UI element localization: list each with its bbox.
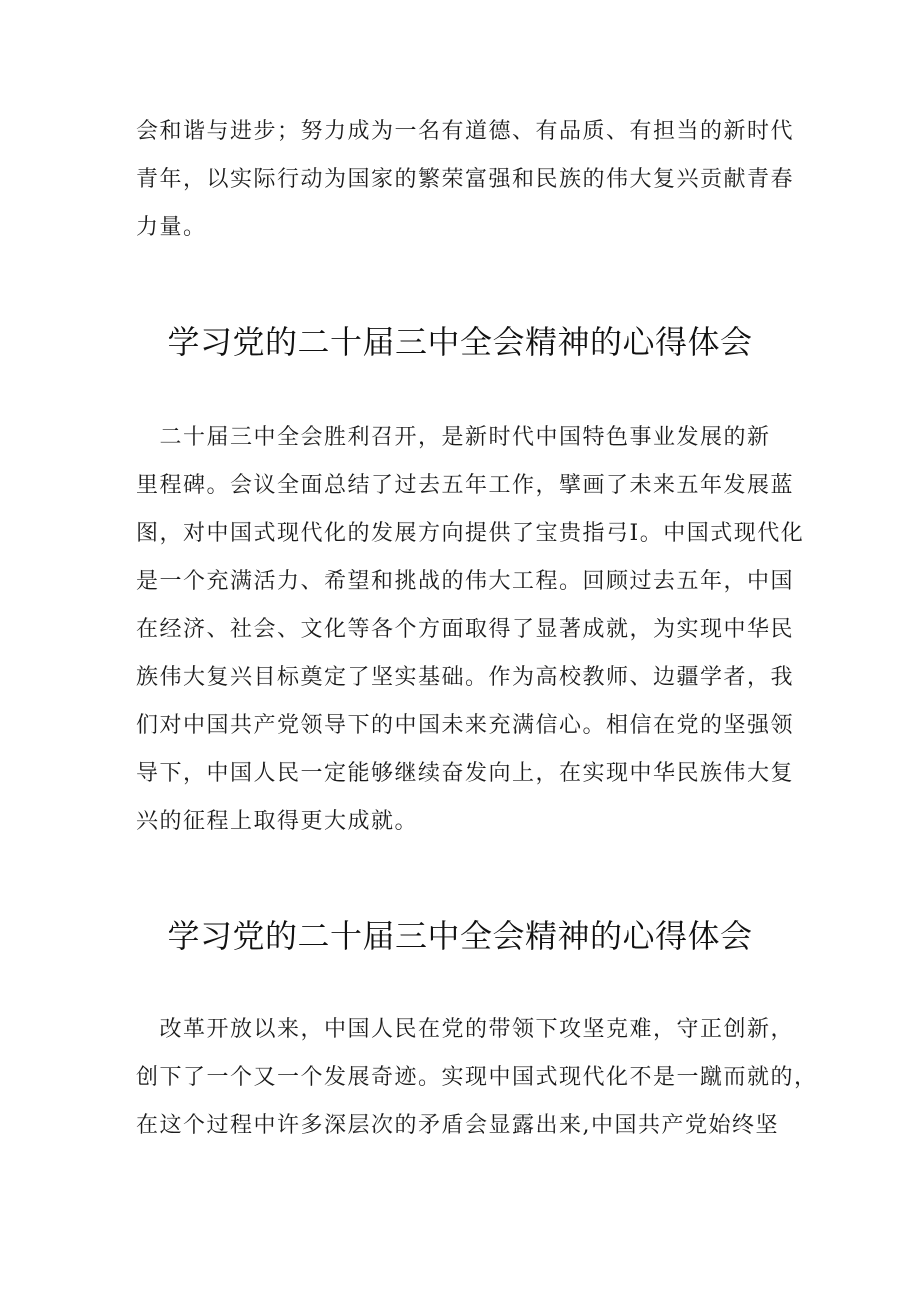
paragraph-line: 是一个充满活力、希望和挑战的伟大工程。回顾过去五年，中国 [136,569,795,594]
paragraph-line: 二十届三中全会胜利召开，是新时代中国特色事业发展的新 [136,425,771,450]
paragraph-line: 改革开放以来，中国人民在党的带领下攻坚克难，守正创新， [136,1017,795,1042]
paragraph-line: 会和谐与进步；努力成为一名有道德、有品质、有担当的新时代 [136,119,795,144]
paragraph-line: 在这个过程中许多深层次的矛盾会显露出来,中国共产党始终坚 [136,1113,779,1138]
paragraph-line: 图，对中国式现代化的发展方向提供了宝贵指弓I。中国式现代化 [136,521,805,546]
paragraph-line: 里程碑。会议全面总结了过去五年工作，擘画了未来五年发展蓝 [136,473,795,498]
continuation-paragraph [136,108,796,252]
paragraph-line: 兴的征程上取得更大成就。 [136,809,419,834]
paragraph-line: 在经济、社会、文化等各个方面取得了显著成就，为实现中华民 [136,617,795,642]
paragraph-line: 族伟大复兴目标奠定了坚实基础。作为高校教师、边疆学者，我 [136,665,795,690]
paragraph-line: 青年，以实际行动为国家的繁荣富强和民族的伟大复兴贡献青春 [136,167,795,192]
section-2-title: 学习党的二十届三中全会精神的心得体会 [167,917,753,955]
paragraph-line: 力量。 [136,215,207,240]
section-1-title: 学习党的二十届三中全会精神的心得体会 [167,323,753,361]
section-2-paragraph [136,1006,818,1150]
paragraph-line: 们对中国共产党领导下的中国未来充满信心。相信在党的坚强领 [136,713,795,738]
paragraph-line: 导下，中国人民一定能够继续奋发向上，在实现中华民族伟大复 [136,761,795,786]
section-1-paragraph [136,414,805,846]
paragraph-line: 创下了一个又一个发展奇迹。实现中国式现代化不是一蹴而就的， [136,1065,818,1090]
